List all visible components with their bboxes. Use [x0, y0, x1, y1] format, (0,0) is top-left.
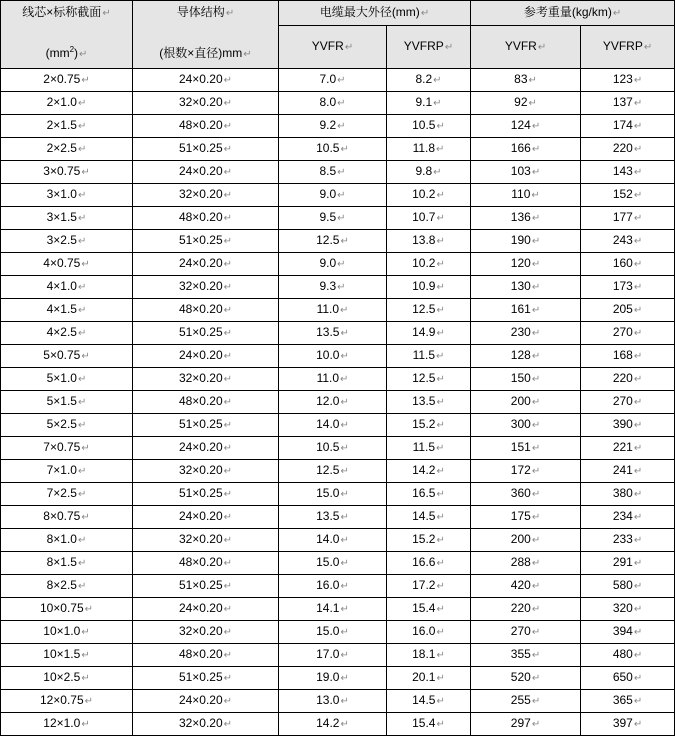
cell-weight-yvfr: 172↵ — [471, 460, 581, 483]
cell-weight-yvfrp: 270↵ — [581, 391, 675, 414]
cell-conductor: 24×0.20↵ — [133, 253, 279, 276]
cell-weight-yvfr: 124↵ — [471, 115, 581, 138]
cell-weight-yvfrp: 233↵ — [581, 529, 675, 552]
table-row — [1, 322, 675, 345]
cell-diameter-yvfrp: 14.5↵ — [387, 690, 471, 713]
cell-cores-section: 12×0.75↵ — [1, 690, 133, 713]
cell-cores-section: 12×1.0↵ — [1, 713, 133, 736]
cell-diameter-yvfr: 9.0↵ — [279, 253, 387, 276]
header-ref-weight: 参考重量(kg/km)↵ — [471, 1, 675, 26]
cell-conductor: 24×0.20↵ — [133, 506, 279, 529]
cell-weight-yvfr: 300↵ — [471, 414, 581, 437]
cell-diameter-yvfr: 16.0↵ — [279, 575, 387, 598]
cell-weight-yvfr: 420↵ — [471, 575, 581, 598]
table-row — [1, 345, 675, 368]
cell-weight-yvfrp: 480↵ — [581, 644, 675, 667]
cell-conductor: 32×0.20↵ — [133, 92, 279, 115]
cell-conductor: 32×0.20↵ — [133, 713, 279, 736]
table-row — [1, 414, 675, 437]
cell-weight-yvfr: 128↵ — [471, 345, 581, 368]
header-diameter-yvfr: YVFR↵ — [279, 26, 387, 69]
cell-weight-yvfr: 520↵ — [471, 667, 581, 690]
cell-weight-yvfrp: 205↵ — [581, 299, 675, 322]
cell-cores-section: 8×0.75↵ — [1, 506, 133, 529]
cell-cores-section: 10×1.5↵ — [1, 644, 133, 667]
cell-diameter-yvfrp: 16.6↵ — [387, 552, 471, 575]
cell-weight-yvfr: 150↵ — [471, 368, 581, 391]
table-row — [1, 575, 675, 598]
cell-diameter-yvfrp: 10.2↵ — [387, 253, 471, 276]
cell-weight-yvfr: 200↵ — [471, 529, 581, 552]
cell-cores-section: 3×1.0↵ — [1, 184, 133, 207]
cell-weight-yvfrp: 390↵ — [581, 414, 675, 437]
table-row — [1, 276, 675, 299]
cell-diameter-yvfrp: 14.5↵ — [387, 506, 471, 529]
header-conductor-structure: 导体结构↵ (根数×直径)mm↵ — [133, 1, 279, 69]
cell-conductor: 51×0.25↵ — [133, 575, 279, 598]
table-row — [1, 207, 675, 230]
cell-diameter-yvfrp: 9.1↵ — [387, 92, 471, 115]
header-max-diameter: 电缆最大外径(mm)↵ — [279, 1, 471, 26]
cell-conductor: 51×0.25↵ — [133, 414, 279, 437]
cell-diameter-yvfrp: 15.2↵ — [387, 414, 471, 437]
cell-diameter-yvfr: 9.0↵ — [279, 184, 387, 207]
header-weight-yvfr: YVFR↵ — [471, 26, 581, 69]
cell-diameter-yvfrp: 16.0↵ — [387, 621, 471, 644]
cell-weight-yvfrp: 241↵ — [581, 460, 675, 483]
cell-diameter-yvfrp: 14.9↵ — [387, 322, 471, 345]
cell-conductor: 48×0.20↵ — [133, 644, 279, 667]
cell-diameter-yvfrp: 11.5↵ — [387, 345, 471, 368]
cell-weight-yvfrp: 397↵ — [581, 713, 675, 736]
cell-cores-section: 3×1.5↵ — [1, 207, 133, 230]
cell-cores-section: 4×1.5↵ — [1, 299, 133, 322]
cell-diameter-yvfr: 15.0↵ — [279, 552, 387, 575]
cell-diameter-yvfr: 9.3↵ — [279, 276, 387, 299]
cell-diameter-yvfrp: 8.2↵ — [387, 69, 471, 92]
table-row — [1, 552, 675, 575]
cell-diameter-yvfr: 10.5↵ — [279, 437, 387, 460]
cell-diameter-yvfrp: 10.7↵ — [387, 207, 471, 230]
cell-conductor: 24×0.20↵ — [133, 690, 279, 713]
cell-conductor: 32×0.20↵ — [133, 184, 279, 207]
cell-cores-section: 5×1.0↵ — [1, 368, 133, 391]
cell-weight-yvfrp: 580↵ — [581, 575, 675, 598]
cell-conductor: 32×0.20↵ — [133, 460, 279, 483]
cell-weight-yvfr: 230↵ — [471, 322, 581, 345]
cell-weight-yvfrp: 243↵ — [581, 230, 675, 253]
cell-conductor: 32×0.20↵ — [133, 368, 279, 391]
cell-weight-yvfrp: 291↵ — [581, 552, 675, 575]
cell-weight-yvfrp: 173↵ — [581, 276, 675, 299]
cell-weight-yvfr: 166↵ — [471, 138, 581, 161]
cell-weight-yvfrp: 152↵ — [581, 184, 675, 207]
cell-weight-yvfrp: 168↵ — [581, 345, 675, 368]
cell-diameter-yvfr: 10.5↵ — [279, 138, 387, 161]
cell-conductor: 32×0.20↵ — [133, 529, 279, 552]
cell-diameter-yvfr: 15.0↵ — [279, 483, 387, 506]
cell-weight-yvfrp: 320↵ — [581, 598, 675, 621]
cell-weight-yvfrp: 220↵ — [581, 138, 675, 161]
cell-diameter-yvfr: 13.5↵ — [279, 506, 387, 529]
cell-weight-yvfr: 120↵ — [471, 253, 581, 276]
cell-diameter-yvfrp: 13.5↵ — [387, 391, 471, 414]
table-row — [1, 138, 675, 161]
cell-conductor: 51×0.25↵ — [133, 230, 279, 253]
table-row — [1, 690, 675, 713]
cell-weight-yvfr: 220↵ — [471, 598, 581, 621]
table-row — [1, 529, 675, 552]
cell-cores-section: 7×1.0↵ — [1, 460, 133, 483]
cell-diameter-yvfr: 14.2↵ — [279, 713, 387, 736]
cell-diameter-yvfrp: 17.2↵ — [387, 575, 471, 598]
table-body — [1, 69, 675, 736]
header-conductor-unit: (根数×直径)mm — [159, 46, 243, 60]
cell-diameter-yvfr: 12.5↵ — [279, 230, 387, 253]
cell-diameter-yvfrp: 15.4↵ — [387, 598, 471, 621]
cell-conductor: 48×0.20↵ — [133, 115, 279, 138]
cell-diameter-yvfrp: 18.1↵ — [387, 644, 471, 667]
cell-weight-yvfr: 200↵ — [471, 391, 581, 414]
cell-diameter-yvfr: 19.0↵ — [279, 667, 387, 690]
header-conductor-structure-label: 导体结构 — [176, 5, 225, 19]
cell-conductor: 48×0.20↵ — [133, 552, 279, 575]
cell-cores-section: 10×2.5↵ — [1, 667, 133, 690]
cell-diameter-yvfr: 10.0↵ — [279, 345, 387, 368]
cell-conductor: 51×0.25↵ — [133, 667, 279, 690]
cell-weight-yvfrp: 174↵ — [581, 115, 675, 138]
cell-diameter-yvfrp: 11.8↵ — [387, 138, 471, 161]
cell-diameter-yvfr: 11.0↵ — [279, 368, 387, 391]
header-weight-yvfrp: YVFRP↵ — [581, 26, 675, 69]
cell-weight-yvfr: 136↵ — [471, 207, 581, 230]
cell-diameter-yvfrp: 11.5↵ — [387, 437, 471, 460]
cell-weight-yvfr: 360↵ — [471, 483, 581, 506]
header-unit-mm2-sup: 2 — [69, 45, 75, 54]
table-header — [1, 1, 675, 69]
table-row — [1, 667, 675, 690]
cell-conductor: 51×0.25↵ — [133, 322, 279, 345]
cell-conductor: 24×0.20↵ — [133, 437, 279, 460]
table-row — [1, 368, 675, 391]
cell-weight-yvfrp: 365↵ — [581, 690, 675, 713]
cell-cores-section: 5×1.5↵ — [1, 391, 133, 414]
cell-diameter-yvfr: 13.0↵ — [279, 690, 387, 713]
table-row — [1, 161, 675, 184]
cell-weight-yvfr: 355↵ — [471, 644, 581, 667]
cell-cores-section: 8×2.5↵ — [1, 575, 133, 598]
table-row — [1, 713, 675, 736]
cell-weight-yvfrp: 221↵ — [581, 437, 675, 460]
header-cores-section: 线芯×标称截面↵ $(mm^2)↵$ — [1, 1, 133, 69]
cell-weight-yvfrp: 137↵ — [581, 92, 675, 115]
cell-weight-yvfr: 255↵ — [471, 690, 581, 713]
cell-weight-yvfrp: 650↵ — [581, 667, 675, 690]
header-unit-mm2-post: ) — [74, 46, 79, 60]
table-row — [1, 437, 675, 460]
cell-conductor: 48×0.20↵ — [133, 299, 279, 322]
cell-conductor: 32×0.20↵ — [133, 276, 279, 299]
cell-diameter-yvfr: 7.0↵ — [279, 69, 387, 92]
cell-weight-yvfrp: 123↵ — [581, 69, 675, 92]
cell-diameter-yvfr: 8.5↵ — [279, 161, 387, 184]
cell-diameter-yvfr: 14.0↵ — [279, 414, 387, 437]
cell-cores-section: 2×1.0↵ — [1, 92, 133, 115]
cell-cores-section: 10×0.75↵ — [1, 598, 133, 621]
table-row — [1, 460, 675, 483]
table-row — [1, 644, 675, 667]
cell-weight-yvfr: 151↵ — [471, 437, 581, 460]
cell-diameter-yvfr: 14.0↵ — [279, 529, 387, 552]
cell-conductor: 51×0.25↵ — [133, 138, 279, 161]
cell-cores-section: 8×1.5↵ — [1, 552, 133, 575]
table-row — [1, 230, 675, 253]
cell-cores-section: 3×0.75↵ — [1, 161, 133, 184]
table-row — [1, 598, 675, 621]
cell-weight-yvfrp: 160↵ — [581, 253, 675, 276]
header-unit-mm2-pre: (mm — [45, 46, 70, 60]
cell-cores-section: 2×0.75↵ — [1, 69, 133, 92]
cell-weight-yvfr: 92↵ — [471, 92, 581, 115]
cell-weight-yvfr: 190↵ — [471, 230, 581, 253]
cell-diameter-yvfrp: 10.5↵ — [387, 115, 471, 138]
cell-weight-yvfr: 130↵ — [471, 276, 581, 299]
cell-cores-section: 5×0.75↵ — [1, 345, 133, 368]
table-row — [1, 621, 675, 644]
cell-diameter-yvfr: 14.1↵ — [279, 598, 387, 621]
cell-conductor: 24×0.20↵ — [133, 161, 279, 184]
cell-cores-section: 8×1.0↵ — [1, 529, 133, 552]
table-row — [1, 184, 675, 207]
cell-diameter-yvfrp: 14.2↵ — [387, 460, 471, 483]
table-row — [1, 391, 675, 414]
cell-weight-yvfrp: 220↵ — [581, 368, 675, 391]
cell-conductor: 32×0.20↵ — [133, 621, 279, 644]
cell-cores-section: 5×2.5↵ — [1, 414, 133, 437]
cell-cores-section: 7×0.75↵ — [1, 437, 133, 460]
cell-conductor: 48×0.20↵ — [133, 391, 279, 414]
cell-diameter-yvfrp: 15.2↵ — [387, 529, 471, 552]
header-row-1 — [1, 1, 675, 26]
cell-diameter-yvfrp: 15.4↵ — [387, 713, 471, 736]
cell-cores-section: 4×1.0↵ — [1, 276, 133, 299]
cell-diameter-yvfrp: 9.8↵ — [387, 161, 471, 184]
cell-diameter-yvfrp: 20.1↵ — [387, 667, 471, 690]
cell-diameter-yvfrp: 10.9↵ — [387, 276, 471, 299]
cell-weight-yvfrp: 177↵ — [581, 207, 675, 230]
cell-diameter-yvfr: 11.0↵ — [279, 299, 387, 322]
cell-diameter-yvfr: 9.2↵ — [279, 115, 387, 138]
table-row — [1, 299, 675, 322]
cell-conductor: 24×0.20↵ — [133, 598, 279, 621]
cell-weight-yvfr: 83↵ — [471, 69, 581, 92]
table-row — [1, 253, 675, 276]
cell-weight-yvfr: 175↵ — [471, 506, 581, 529]
cell-weight-yvfr: 288↵ — [471, 552, 581, 575]
header-cores-section-label: 线芯×标称截面 — [22, 5, 102, 19]
cell-weight-yvfr: 110↵ — [471, 184, 581, 207]
cell-cores-section: 4×0.75↵ — [1, 253, 133, 276]
cell-cores-section: 2×1.5↵ — [1, 115, 133, 138]
cell-cores-section: 10×1.0↵ — [1, 621, 133, 644]
cell-diameter-yvfr: 17.0↵ — [279, 644, 387, 667]
table-row — [1, 69, 675, 92]
cell-weight-yvfrp: 394↵ — [581, 621, 675, 644]
cell-diameter-yvfr: 12.5↵ — [279, 460, 387, 483]
cell-diameter-yvfr: 9.5↵ — [279, 207, 387, 230]
cell-diameter-yvfr: 13.5↵ — [279, 322, 387, 345]
cell-cores-section: 2×2.5↵ — [1, 138, 133, 161]
cell-diameter-yvfrp: 16.5↵ — [387, 483, 471, 506]
cell-cores-section: 7×2.5↵ — [1, 483, 133, 506]
table-row — [1, 506, 675, 529]
cell-diameter-yvfrp: 13.8↵ — [387, 230, 471, 253]
table-row — [1, 115, 675, 138]
cell-weight-yvfrp: 143↵ — [581, 161, 675, 184]
table-row — [1, 483, 675, 506]
cell-weight-yvfrp: 270↵ — [581, 322, 675, 345]
cell-cores-section: 4×2.5↵ — [1, 322, 133, 345]
cell-diameter-yvfrp: 12.5↵ — [387, 299, 471, 322]
table-row — [1, 92, 675, 115]
cell-diameter-yvfr: 15.0↵ — [279, 621, 387, 644]
cell-weight-yvfrp: 380↵ — [581, 483, 675, 506]
cell-conductor: 24×0.20↵ — [133, 69, 279, 92]
cell-conductor: 51×0.25↵ — [133, 483, 279, 506]
cell-diameter-yvfr: 12.0↵ — [279, 391, 387, 414]
cell-diameter-yvfrp: 10.2↵ — [387, 184, 471, 207]
cell-weight-yvfr: 297↵ — [471, 713, 581, 736]
cell-weight-yvfrp: 234↵ — [581, 506, 675, 529]
cell-diameter-yvfrp: 12.5↵ — [387, 368, 471, 391]
cell-conductor: 48×0.20↵ — [133, 207, 279, 230]
cell-weight-yvfr: 103↵ — [471, 161, 581, 184]
header-diameter-yvfrp: YVFRP↵ — [387, 26, 471, 69]
cell-weight-yvfr: 270↵ — [471, 621, 581, 644]
cell-weight-yvfr: 161↵ — [471, 299, 581, 322]
cell-cores-section: 3×2.5↵ — [1, 230, 133, 253]
cell-diameter-yvfr: 8.0↵ — [279, 92, 387, 115]
cell-conductor: 24×0.20↵ — [133, 345, 279, 368]
